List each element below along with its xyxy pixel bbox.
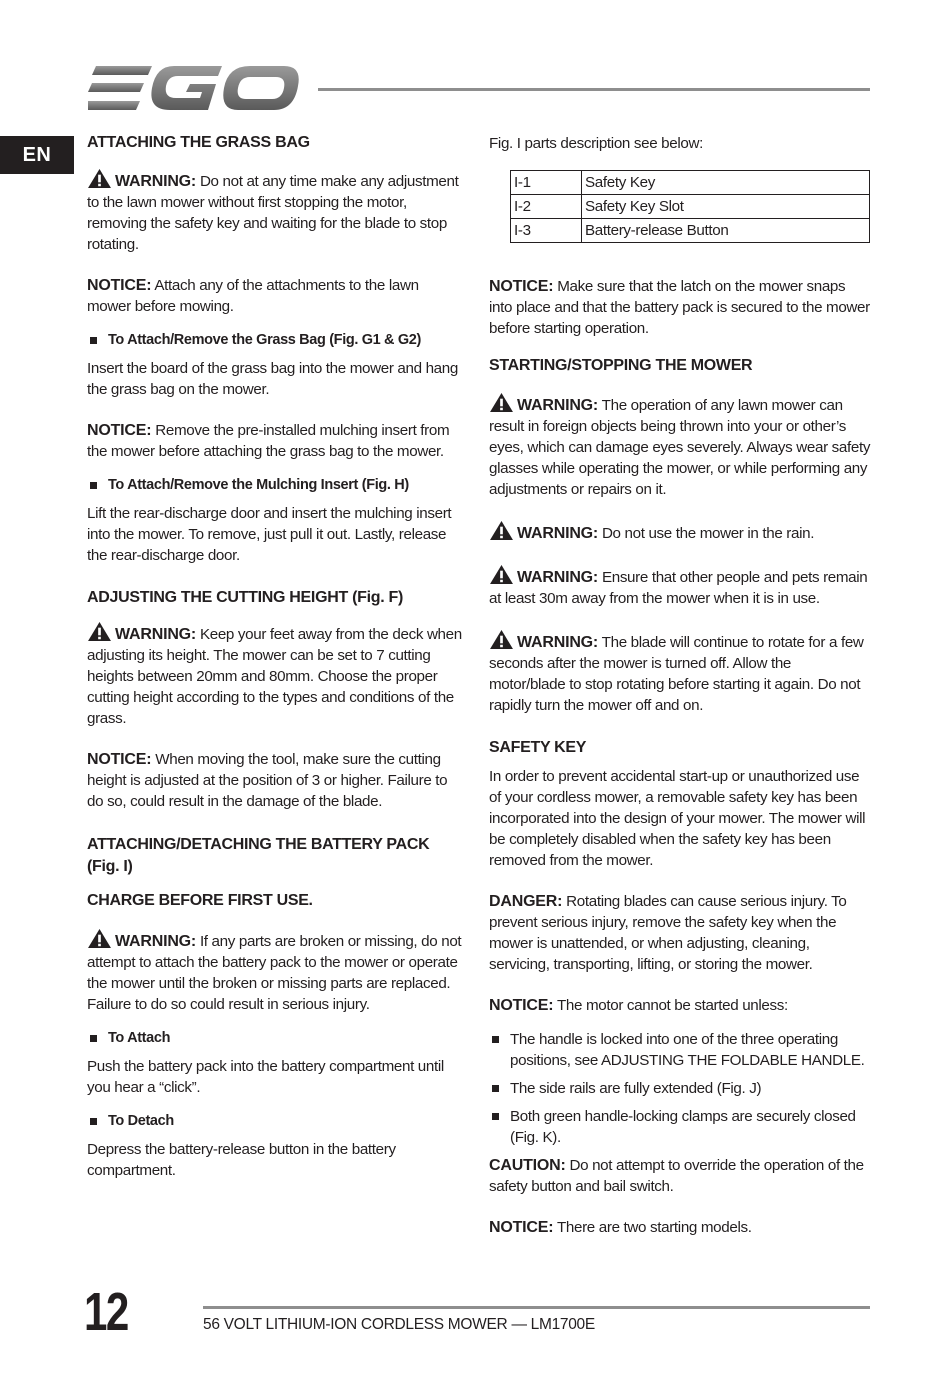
footer-title: 56 VOLT LITHIUM-ION CORDLESS MOWER — LM1700E [203, 1316, 595, 1333]
body-text: Lift the rear-discharge door and insert the mulching insert into the mower. To remove, just pull it out. Lastly, release the rear-discharge door. [87, 505, 452, 564]
notice-paragraph [489, 1217, 871, 1238]
body-text: Push the battery pack into the battery compartment until you hear a “click”. [87, 1058, 444, 1096]
body-text: Insert the board of the grass bag into the mower and hang the grass bag on the mower. [87, 360, 458, 398]
body-text: In order to prevent accidental start-up or unauthorized use of your cordless mower, a removable safety key has been incorporated into the design of your mower. The mower will be completely disabled when the safety key has been removed from the mower. [489, 768, 866, 869]
square-bullet-icon [492, 1085, 499, 1092]
warning-paragraph [87, 168, 465, 255]
bullet-list [489, 1029, 871, 1148]
warning-paragraph [87, 928, 465, 1015]
heading-charge-first-use: CHARGE BEFORE FIRST USE. [87, 892, 313, 909]
list-item: The handle is locked into one of the three operating positions, see ADJUSTING THE FOLDABLE HANDLE. [489, 1029, 871, 1071]
heading-attaching-grass-bag: ATTACHING THE GRASS BAG [87, 134, 310, 151]
warning-triangle-icon [87, 168, 112, 189]
caution-keyword: CAUTION: [489, 1157, 566, 1174]
notice-keyword: NOTICE: [87, 422, 152, 439]
caution-paragraph [489, 1155, 871, 1197]
page-number: 12 [84, 1282, 128, 1342]
notice-text: Attach any of the attachments to the lawn mower before mowing. [87, 277, 419, 315]
warning-keyword: WARNING: [115, 933, 197, 950]
left-column [87, 132, 465, 1181]
square-bullet-icon [492, 1036, 499, 1043]
square-bullet-icon [90, 1035, 97, 1042]
warning-paragraph [87, 621, 465, 729]
warning-keyword: WARNING: [517, 525, 599, 542]
warning-text: Keep your feet away from the deck when adjusting its height. The mower can be set to 7 cutting heights between 20mm and 80mm. Choose the proper cutting height according to the types and conditions of the grass. [87, 626, 462, 727]
table-cell-code: I-3 [511, 219, 582, 243]
warning-text: The operation of any lawn mower can result in foreign objects being thrown into your or other’s eyes, which can damage eyes severely. Always wear safety glasses while operating the mower, or while performing any adjustments or repairs on it. [489, 397, 871, 498]
warning-triangle-icon [489, 564, 514, 585]
heading-cutting-height: ADJUSTING THE CUTTING HEIGHT (Fig. F) [87, 589, 403, 606]
list-item: The side rails are fully extended (Fig. J) [489, 1078, 871, 1099]
notice-paragraph [87, 420, 465, 462]
heading-starting-stopping: STARTING/STOPPING THE MOWER [489, 357, 753, 374]
language-tab: EN [0, 136, 74, 174]
warning-keyword: WARNING: [517, 569, 599, 586]
table-cell-code: I-2 [511, 195, 582, 219]
notice-keyword: NOTICE: [87, 751, 152, 768]
table-row [511, 195, 870, 219]
warning-triangle-icon [489, 629, 514, 650]
notice-keyword: NOTICE: [489, 1219, 554, 1236]
notice-keyword: NOTICE: [489, 997, 554, 1014]
warning-text: If any parts are broken or missing, do not attempt to attach the battery pack to the mower or operate the mower until the broken or missing parts are replaced. Failure to do so could result in serious injury. [87, 933, 462, 1013]
notice-keyword: NOTICE: [489, 278, 554, 295]
notice-text: When moving the tool, make sure the cutting height is adjusted at the position of 3 or higher. Failure to do so, could result in the damage of the blade. [87, 751, 448, 810]
warning-text: Do not use the mower in the rain. [601, 525, 815, 542]
warning-paragraph [489, 520, 871, 544]
warning-paragraph [489, 629, 871, 716]
subheading-to-detach: To Detach [87, 1111, 465, 1132]
warning-paragraph [489, 564, 871, 609]
subheading-to-attach: To Attach [87, 1028, 465, 1049]
table-cell-description: Safety Key Slot [582, 195, 870, 219]
heading-battery-pack: ATTACHING/DETACHING THE BATTERY PACK (Fig. I) [87, 836, 430, 875]
warning-keyword: WARNING: [517, 397, 599, 414]
notice-text: Remove the pre-installed mulching insert from the mower before attaching the grass bag to the mower. [87, 422, 450, 460]
warning-text: The blade will continue to rotate for a few seconds after the mower is turned off. Allow the motor/blade to stop rotating before starting it again. Do not rapidly turn the mower off and on. [489, 634, 864, 714]
subheading-mulching-insert: To Attach/Remove the Mulching Insert (Fig. H) [87, 475, 465, 496]
notice-paragraph [489, 995, 871, 1016]
warning-triangle-icon [87, 928, 112, 949]
warning-text: Do not at any time make any adjustment to the lawn mower without first stopping the motor, removing the safety key and waiting for the blade to stop rotating. [87, 173, 459, 253]
warning-paragraph [489, 392, 871, 500]
caution-text: Do not attempt to override the operation of the safety button and bail switch. [489, 1157, 864, 1195]
ego-logo [88, 64, 300, 112]
square-bullet-icon [90, 1118, 97, 1125]
list-item: Both green handle-locking clamps are securely closed (Fig. K). [489, 1106, 871, 1148]
notice-paragraph [87, 275, 465, 317]
warning-keyword: WARNING: [115, 173, 197, 190]
table-cell-code: I-1 [511, 171, 582, 195]
square-bullet-icon [90, 337, 97, 344]
notice-paragraph [489, 276, 871, 339]
notice-keyword: NOTICE: [87, 277, 152, 294]
notice-text: The motor cannot be started unless: [556, 997, 788, 1014]
subheading-grass-bag: To Attach/Remove the Grass Bag (Fig. G1 & G2) [87, 330, 465, 351]
warning-triangle-icon [489, 392, 514, 413]
right-column [489, 132, 871, 1238]
heading-safety-key: SAFETY KEY [489, 739, 587, 756]
warning-keyword: WARNING: [115, 626, 197, 643]
danger-text: Rotating blades can cause serious injury. To prevent serious injury, remove the safety key when the mower is unattended, or when adjusting, cleaning, servicing, transporting, lifting, or storing the mower. [489, 893, 847, 973]
table-cell-description: Safety Key [582, 171, 870, 195]
header-rule [318, 88, 870, 91]
danger-paragraph [489, 891, 871, 975]
parts-table [510, 170, 870, 243]
danger-keyword: DANGER: [489, 893, 563, 910]
notice-text: There are two starting models. [556, 1219, 752, 1236]
square-bullet-icon [90, 482, 97, 489]
warning-text: Ensure that other people and pets remain at least 30m away from the mower when it is in use. [489, 569, 868, 607]
warning-triangle-icon [87, 621, 112, 642]
body-text: Depress the battery-release button in the battery compartment. [87, 1141, 396, 1179]
warning-triangle-icon [489, 520, 514, 541]
figure-caption: Fig. I parts description see below: [489, 135, 703, 152]
table-row [511, 219, 870, 243]
warning-keyword: WARNING: [517, 634, 599, 651]
footer-rule [203, 1306, 870, 1309]
notice-text: Make sure that the latch on the mower snaps into place and that the battery pack is secured to the mower before starting operation. [489, 278, 870, 337]
table-cell-description: Battery-release Button [582, 219, 870, 243]
notice-paragraph [87, 749, 465, 812]
table-row [511, 171, 870, 195]
square-bullet-icon [492, 1113, 499, 1120]
